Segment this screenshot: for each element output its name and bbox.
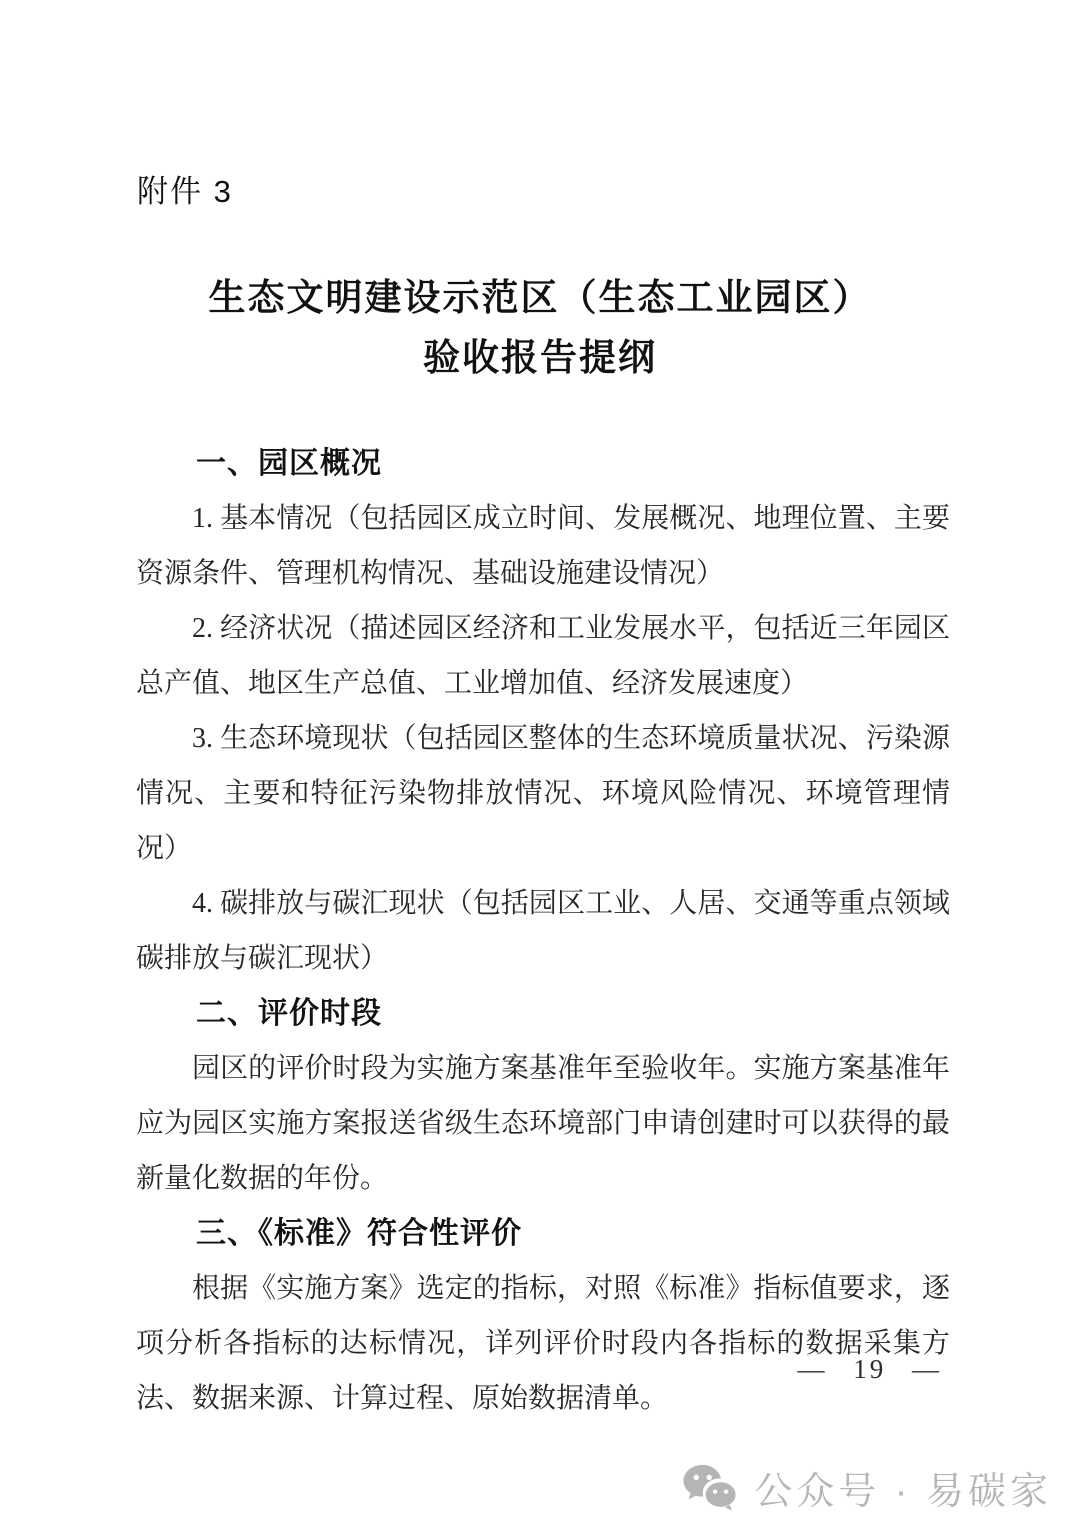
document-title xyxy=(0,268,1080,388)
paragraph: 3. 生态环境现状（包括园区整体的生态环境质量状况、污染源情况、主要和特征污染物排放情况、环境风险情况、环境管理情况） xyxy=(136,723,950,864)
wechat-icon xyxy=(682,1463,738,1513)
document-body xyxy=(136,436,950,1426)
paragraph: 根据《实施方案》选定的指标，对照《标准》指标值要求，逐项分析各指标的达标情况，详列评价时段内各指标的数据采集方法、数据来源、计算过程、原始数据清单。 xyxy=(136,1273,950,1414)
title-line-2: 验收报告提纲 xyxy=(423,337,657,378)
watermark-label: 公众号 · 易碳家 xyxy=(754,1471,1052,1513)
section-heading-3: 三、《标准》符合性评价 xyxy=(196,1217,522,1250)
paragraph: 1. 基本情况（包括园区成立时间、发展概况、地理位置、主要资源条件、管理机构情况、基础设施建设情况） xyxy=(136,503,950,589)
title-line-1: 生态文明建设示范区（生态工业园区） xyxy=(208,277,872,318)
attachment-label: 附件 3 xyxy=(137,174,233,209)
paragraph: 园区的评价时段为实施方案基准年至验收年。实施方案基准年应为园区实施方案报送省级生态环境部门申请创建时可以获得的最新量化数据的年份。 xyxy=(136,1053,950,1194)
page-number: — 19 — xyxy=(797,1354,942,1384)
section-heading-1: 一、园区概况 xyxy=(196,447,382,480)
paragraph: 4. 碳排放与碳汇现状（包括园区工业、人居、交通等重点领域碳排放与碳汇现状） xyxy=(136,888,950,974)
section-heading-2: 二、评价时段 xyxy=(196,997,382,1030)
wechat-watermark xyxy=(682,1460,1052,1515)
paragraph: 2. 经济状况（描述园区经济和工业发展水平，包括近三年园区总产值、地区生产总值、工业增加值、经济发展速度） xyxy=(136,613,950,699)
